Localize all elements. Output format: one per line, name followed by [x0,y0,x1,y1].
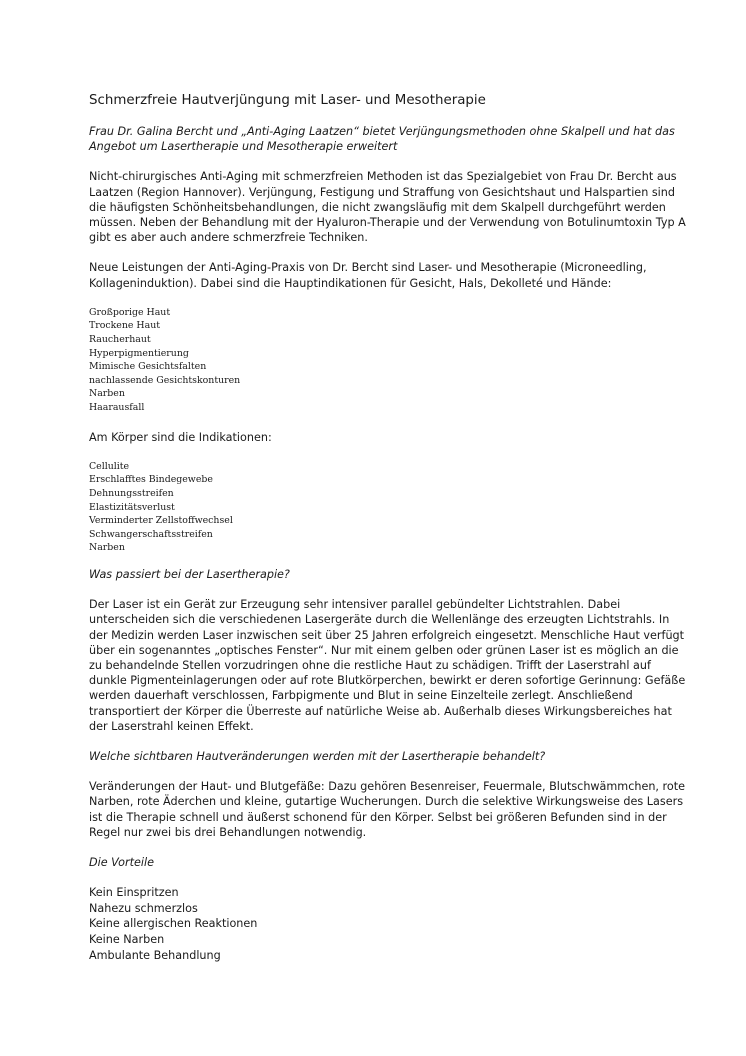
heading-advantages: Die Vorteile [89,855,154,869]
list-item: Elastizitätsverlust [89,501,175,513]
list-item: Großporige Haut [89,306,171,318]
face-indications-list [89,306,689,415]
paragraph-anti-aging: Nicht-chirurgisches Anti-Aging mit schmerzfreien Methoden ist das Spezialgebiet von Frau Dr. Bercht aus Laatzen (Region Hannover). Verjüngung, Festigung und Straffung von Gesichtshaut und Halspartien sind die häufigsten Schönheitsbehandlungen, die nicht zwangsläufig mit dem Skalpell durchgeführt werden müssen. Neben der Behandlung mit der Hyaluron-Therapie und der Verwendung von Botulinumtoxin Typ A gibt es aber auch andere schmerzfreie Techniken. [89,170,686,245]
list-item: Hyperpigmentierung [89,347,189,359]
advantages-list [89,885,689,963]
list-item: Mimische Gesichtsfalten [89,361,207,373]
list-item: Kein Einspritzen [89,886,179,900]
list-item: Erschlafftes Bindegewebe [89,474,213,486]
list-item: Raucherhaut [89,334,151,346]
list-item: Narben [89,388,125,400]
heading-skin-changes: Welche sichtbaren Hautveränderungen werden mit der Lasertherapie behandelt? [89,749,546,763]
list-item: Nahezu schmerzlos [89,901,198,915]
body-indications-heading: Am Körper sind die Indikationen: [89,430,272,444]
paragraph-new-services: Neue Leistungen der Anti-Aging-Praxis von Dr. Bercht sind Laser- und Mesotherapie (Microneedling, Kollageninduktion). Dabei sind die Hauptindikationen für Gesicht, Hals, Dekolleté und Hände: [89,261,647,290]
paragraph-laser: Der Laser ist ein Gerät zur Erzeugung sehr intensiver parallel gebündelter Lichtstrahlen. Dabei unterscheiden sich die verschiedenen Lasergeräte durch die Wellenlänge des erzeugten Lichtstrahls. In der Medizin werden Laser inzwischen seit über 25 Jahren erfolgreich eingesetzt. Menschliche Haut verfügt über ein sogenanntes „optisches Fenster“. Nur mit einem gelben oder grünen Laser ist es möglich an die zu behandelnde Stellen vorzudringen ohne die restliche Haut zu schädigen. Trifft der Laserstrahl auf dunkle Pigmenteinlagerungen oder auf rote Blutkörperchen, bewirkt er deren sofortige Gerinnung: Gefäße werden dauerhaft verschlossen, Farbpigmente und Blut in seine Einzelteile zerlegt. Anschließend transportiert der Körper die Überreste auf natürliche Weise ab. Außerhalb dieses Wirkungsbereiches hat der Laserstrahl keinen Effekt. [89,598,686,733]
document-content [89,92,689,963]
list-item: Narben [89,542,125,554]
list-item: Schwangerschaftsstreifen [89,528,213,540]
list-item: Haarausfall [89,401,145,413]
page-title: Schmerzfreie Hautverjüngung mit Laser- und Mesotherapie [89,93,486,108]
paragraph-skin-changes: Veränderungen der Haut- und Blutgefäße: Dazu gehören Besenreiser, Feuermale, Blutschwämmchen, rote Narben, rote Äderchen und kleine, gutartige Wucherungen. Durch die selektive Wirkungsweise des Lasers ist die Therapie schnell und äußerst schonend für den Körper. Selbst bei größeren Befunden sind in der Regel nur zwei bis drei Behandlungen notwendig. [89,780,686,839]
intro-paragraph: Frau Dr. Galina Bercht und „Anti-Aging Laatzen“ bietet Verjüngungsmethoden ohne Skalpell und hat das Angebot um Lasertherapie und Mesotherapie erweitert [89,125,675,154]
list-item: Ambulante Behandlung [89,948,221,962]
list-item: Keine Narben [89,932,165,946]
list-item: nachlassende Gesichtskonturen [89,374,241,386]
list-item: Keine allergischen Reaktionen [89,917,258,931]
list-item: Cellulite [89,460,130,472]
list-item: Dehnungsstreifen [89,487,174,499]
body-indications-list [89,460,689,555]
list-item: Verminderter Zellstoffwechsel [89,515,233,527]
heading-lasertherapy: Was passiert bei der Lasertherapie? [89,567,290,581]
list-item: Trockene Haut [89,320,160,332]
